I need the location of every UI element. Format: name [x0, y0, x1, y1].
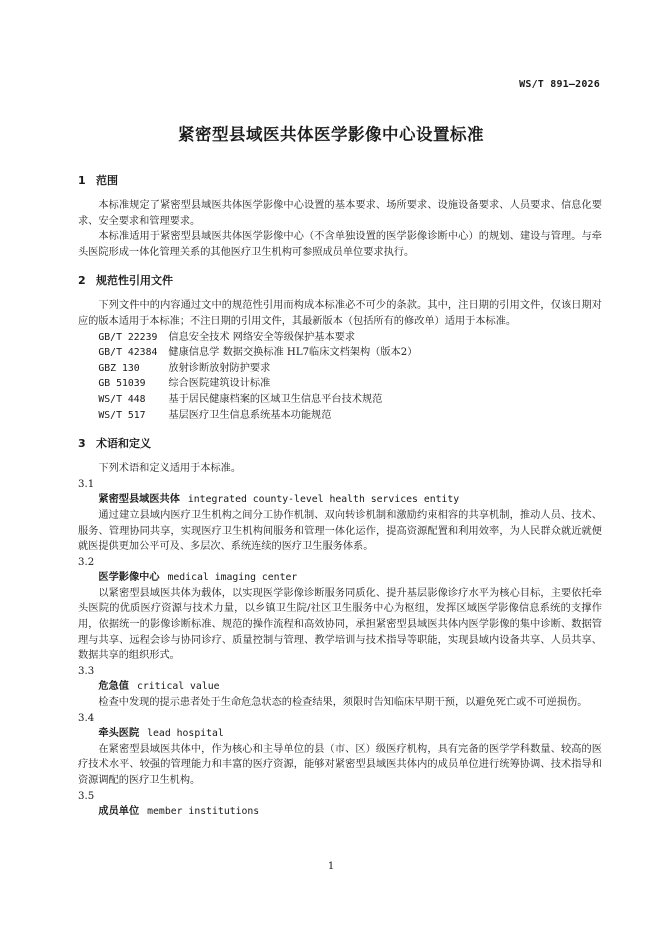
term-definition: 通过建立县域内医疗卫生机构之间分工协作机制、双向转诊机制和激励约束相容的共享机制，推动人员、技术、服务、管理协同共享，实现医疗卫生机构间服务和管理一体化运作，提高资源配置和利用效率，为人民群众就近就便就医提供更加公平可及、多层次、系统连续的医疗卫生服务体系。 [78, 509, 602, 553]
term-heading [78, 492, 602, 508]
section-heading [78, 172, 602, 190]
section-scope [78, 172, 602, 260]
section-title: 术语和定义 [96, 437, 151, 451]
section-number: 2 [78, 274, 86, 288]
term-chinese: 医学影像中心 [98, 572, 160, 584]
term-english: lead hospital [147, 728, 224, 740]
term-entry [78, 555, 602, 664]
term-entry [78, 711, 602, 789]
term-english: medical imaging center [167, 572, 298, 584]
reference-code: GB 51039 [98, 378, 146, 390]
reference-title: 基层医疗卫生信息系统基本功能规范 [168, 409, 332, 421]
term-definition: 检查中发现的提示患者处于生命危急状态的检查结果，须限时告知临床早期干预，以避免死亡或不可逆损伤。 [98, 697, 588, 709]
term-entry [78, 789, 602, 820]
paragraph: 本标准适用于紧密型县域医共体医学影像中心（不含单独设置的医学影像诊断中心）的规划、建设与管理。与牵头医院形成一体化管理关系的其他医疗卫生机构可参照成员单位要求执行。 [78, 231, 602, 258]
section-normative-references [78, 272, 602, 423]
term-number: 3.5 [78, 790, 95, 802]
reference-title: 健康信息学 数据交换标准 HL7临床文档架构（版本2） [168, 347, 418, 359]
term-number: 3.1 [78, 478, 95, 490]
paragraph: 下列术语和定义适用于本标准。 [98, 463, 242, 475]
document-title: 紧密型县域医共体医学影像中心设置标准 [178, 125, 484, 144]
reference-item [78, 392, 602, 408]
term-number: 3.4 [78, 712, 95, 724]
term-chinese: 牵头医院 [98, 728, 140, 740]
section-title: 规范性引用文件 [96, 274, 173, 288]
reference-title: 基于居民健康档案的区域卫生信息平台技术规范 [168, 393, 383, 405]
section-heading [78, 435, 602, 453]
reference-code: GB/T 22239 [98, 331, 158, 343]
reference-item [78, 345, 602, 361]
reference-code: GBZ 130 [98, 362, 140, 374]
paragraph: 下列文件中的内容通过文中的规范性引用而构成本标准必不可少的条款。其中，注日期的引用文件，仅该日期对应的版本适用于本标准；不注日期的引用文件，其最新版本（包括所有的修改单）适用于本标准。 [78, 300, 602, 327]
term-heading [78, 679, 602, 695]
term-chinese: 危急值 [98, 681, 129, 693]
term-heading [78, 726, 602, 742]
section-terms-definitions [78, 435, 602, 820]
term-number: 3.3 [78, 665, 95, 677]
page-number: 1 [327, 861, 335, 872]
term-heading [78, 804, 602, 820]
term-definition: 在紧密型县域医共体中，作为核心和主导单位的县（市、区）级医疗机构，具有完备的医学学科数量、较高的医疗技术水平、较强的管理能力和丰富的医疗资源，能够对紧密型县域医共体内的成员单位进行统筹协调、技术指导和资源调配的医疗卫生机构。 [78, 743, 602, 786]
reference-item [78, 408, 602, 424]
term-english: critical value [136, 681, 220, 693]
reference-code: WS/T 517 [98, 409, 146, 421]
reference-item [78, 330, 602, 346]
reference-item [78, 361, 602, 377]
term-english: member institutions [147, 806, 260, 818]
section-heading [78, 272, 602, 290]
section-title: 范围 [96, 174, 118, 187]
standard-number: WS/T 891—2026 [519, 79, 600, 90]
reference-code: WS/T 448 [98, 393, 146, 405]
paragraph: 本标准规定了紧密型县域医共体医学影像中心设置的基本要求、场所要求、设施设备要求、人员要求、信息化要求、安全要求和管理要求。 [78, 200, 602, 227]
reference-title: 放射诊断放射防护要求 [168, 362, 271, 374]
reference-code: GB/T 42384 [98, 347, 158, 359]
reference-title: 信息安全技术 网络安全等级保护基本要求 [168, 331, 356, 343]
term-chinese: 紧密型县域医共体 [98, 494, 180, 506]
document-body [78, 172, 602, 832]
term-english: integrated county-level health services entity [187, 494, 460, 506]
reference-title: 综合医院建筑设计标准 [168, 378, 271, 390]
reference-list [78, 330, 602, 424]
term-entry [78, 477, 602, 555]
reference-item [78, 376, 602, 392]
term-entry [78, 664, 602, 711]
term-heading [78, 570, 602, 586]
term-definition: 以紧密型县域医共体为载体，以实现医学影像诊断服务同质化、提升基层影像诊疗水平为核心目标，主要依托牵头医院的优质医疗资源与技术力量，以乡镇卫生院/社区卫生服务中心为枢纽，发挥区域医学影像信息系统的支撑作用，依据统一的影像诊断标准、规范的操作流程和高效协同，承担紧密型县域医共体内医学影像的集中诊断、数据管理与共享、远程会诊与协同诊疗、质量控制与管理、教学培训与技术指导等职能，实现县域内设备共享、人员共享、数据共享的组织形式。 [78, 587, 602, 662]
section-number: 3 [78, 437, 86, 451]
term-chinese: 成员单位 [98, 806, 140, 818]
section-number: 1 [78, 174, 86, 187]
term-number: 3.2 [78, 556, 95, 568]
